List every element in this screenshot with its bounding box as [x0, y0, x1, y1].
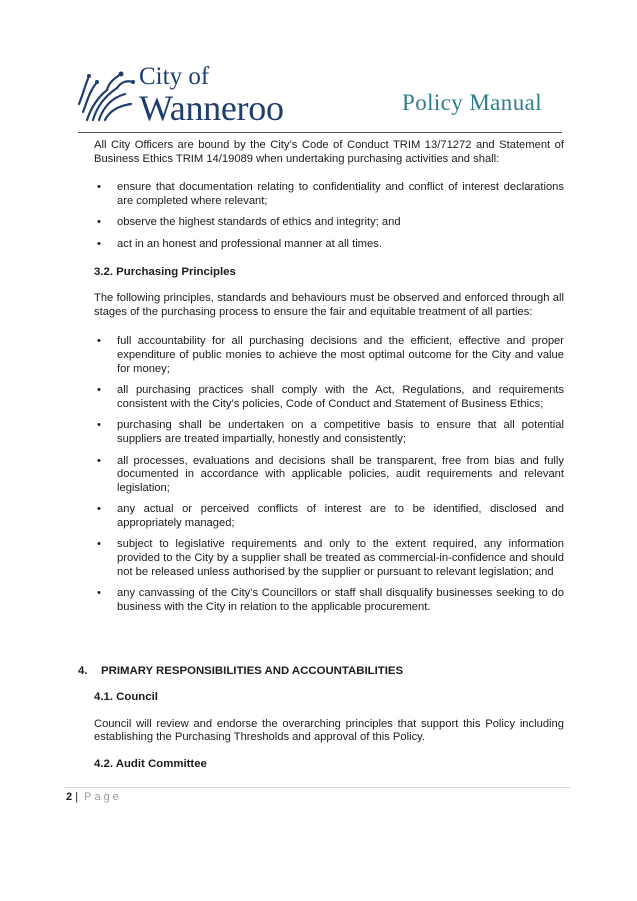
list-item-text: ensure that documentation relating to confidentiality and conflict of interest declarations are completed where relevant;	[117, 181, 564, 207]
body-content	[94, 139, 564, 622]
header-divider	[78, 132, 562, 133]
list-item-text: act in an honest and professional manner at all times.	[117, 237, 382, 250]
section-4-2-heading: 4.2. Audit Committee	[94, 757, 207, 770]
city-logo	[77, 62, 297, 132]
section-4-title: PRIMARY RESPONSIBILITIES AND ACCOUNTABILITIES	[101, 665, 404, 677]
section-3-2-heading: 3.2. Purchasing Principles	[94, 265, 236, 278]
bullet-glyph: •	[97, 454, 101, 467]
bullet-glyph: •	[97, 503, 101, 516]
list-item	[94, 181, 564, 208]
intro-bullet-list	[94, 181, 564, 251]
section-4-1-heading: 4.1. Council	[94, 691, 158, 703]
list-item-text: purchasing shall be undertaken on a competitive basis to ensure that all potential suppliers are treated impartially, honestly and consistently;	[117, 419, 564, 445]
list-item	[94, 503, 564, 530]
section-4-heading	[78, 665, 403, 677]
bullet-glyph: •	[97, 419, 101, 432]
bullet-glyph: •	[97, 237, 101, 250]
bullet-glyph: •	[97, 384, 101, 397]
section-3-2-paragraph: The following principles, standards and behaviours must be observed and enforced through all stages of the purchasing process to ensure the fair and equitable treatment of all parties:	[94, 292, 564, 318]
policy-manual-title: Policy Manual	[402, 90, 542, 115]
list-item-text: any actual or perceived conflicts of interest are to be identified, disclosed and appropriately managed;	[117, 503, 564, 529]
section-4-1-paragraph: Council will review and endorse the overarching principles that support this Policy including establishing the Purchasing Thresholds and approval of this Policy.	[94, 717, 564, 744]
page-footer	[66, 791, 122, 803]
list-item	[94, 455, 564, 496]
principles-bullet-list	[94, 335, 564, 614]
bullet-glyph: •	[97, 216, 101, 229]
list-item	[94, 384, 564, 411]
list-item	[94, 238, 564, 252]
page-number: 2	[66, 791, 73, 803]
list-item	[94, 216, 564, 230]
section-4-number: 4.	[78, 665, 88, 677]
page-label: Page	[84, 791, 122, 803]
list-item-text: all processes, evaluations and decisions shall be transparent, free from bias and fully documented in accordance with applicable policies, audit requirements and relevant legislation;	[117, 454, 564, 494]
list-item-text: observe the highest standards of ethics and integrity; and	[117, 216, 401, 229]
bullet-glyph: •	[97, 587, 101, 600]
footer-divider	[65, 787, 570, 788]
list-item-text: full accountability for all purchasing decisions and the efficient, effective and proper expenditure of public monies to achieve the most optimal outcome for the City and value for money;	[117, 335, 564, 375]
logo-city-text: City of	[139, 63, 210, 90]
section-4-content	[94, 691, 564, 771]
list-item	[94, 538, 564, 579]
bullet-glyph: •	[97, 181, 101, 194]
footer-separator: |	[75, 791, 79, 803]
list-item-text: subject to legislative requirements and only to the extent required, any information provided to the City by a supplier shall be treated as commercial-in-confidence and should not be released unless authorised by the supplier or pursuant to relevant legislation; and	[117, 538, 564, 578]
list-item-text: all purchasing practices shall comply with the Act, Regulations, and requirements consistent with the City’s policies, Code of Conduct and Statement of Business Ethics;	[117, 384, 564, 410]
logo-name-text: Wanneroo	[139, 88, 284, 128]
kangaroo-paw-icon	[77, 68, 135, 124]
list-item	[94, 335, 564, 376]
list-item	[94, 587, 564, 614]
bullet-glyph: •	[97, 538, 101, 551]
list-item-text: any canvassing of the City’s Councillors or staff shall disqualify businesses seeking to do business with the City in relation to the applicable procurement.	[117, 587, 564, 613]
intro-paragraph: All City Officers are bound by the City’s Code of Conduct TRIM 13/71272 and Statement of Business Ethics TRIM 14/19089 when undertaking purchasing activities and shall:	[94, 139, 564, 165]
list-item	[94, 419, 564, 446]
bullet-glyph: •	[97, 335, 101, 348]
